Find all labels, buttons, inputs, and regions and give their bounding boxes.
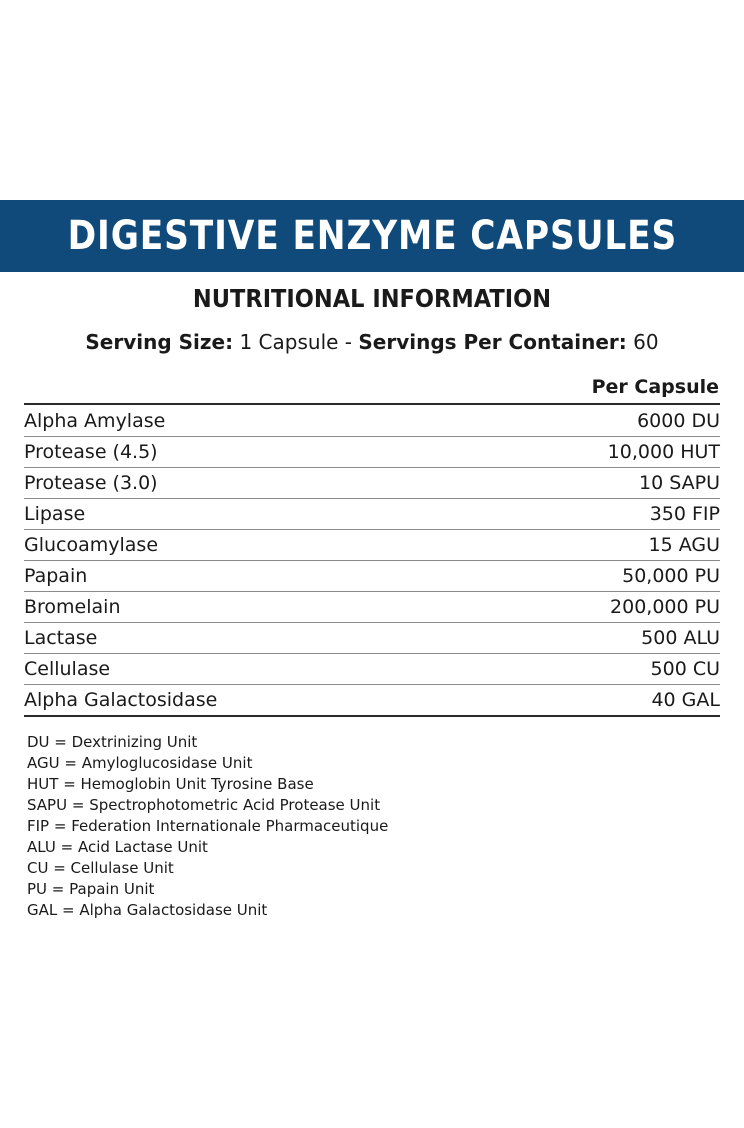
section-title: NUTRITIONAL INFORMATION xyxy=(192,284,552,313)
ingredient-name: Glucoamylase xyxy=(24,534,159,556)
table-row xyxy=(24,622,720,653)
ingredient-amount: 10,000 HUT xyxy=(607,441,720,463)
ingredient-amount: 500 ALU xyxy=(641,627,720,649)
serving-size-value: 1 Capsule - xyxy=(239,330,352,354)
per-capsule-header: Per Capsule xyxy=(591,376,719,398)
table-row xyxy=(24,405,720,436)
ingredient-name: Papain xyxy=(24,565,88,587)
ingredient-name: Alpha Galactosidase xyxy=(24,689,218,711)
ingredient-amount: 350 FIP xyxy=(649,503,720,525)
servings-per-container-label: Servings Per Container: xyxy=(358,330,627,354)
serving-size-label: Serving Size: xyxy=(85,330,234,354)
ingredient-amount: 500 CU xyxy=(650,658,720,680)
ingredient-amount: 40 GAL xyxy=(651,689,720,711)
table-row xyxy=(24,467,720,498)
product-title: DIGESTIVE ENZYME CAPSULES xyxy=(67,213,677,259)
legend-item: SAPU = Spectrophotometric Acid Protease Unit xyxy=(27,796,381,814)
legend-item: HUT = Hemoglobin Unit Tyrosine Base xyxy=(27,775,314,793)
ingredient-name: Alpha Amylase xyxy=(24,409,166,432)
legend-item: ALU = Acid Lactase Unit xyxy=(27,838,208,856)
serving-info xyxy=(0,330,744,354)
ingredient-name: Bromelain xyxy=(24,596,121,618)
ingredient-name: Protease (4.5) xyxy=(24,441,158,463)
servings-per-container-value: 60 xyxy=(633,330,659,354)
ingredient-name: Lactase xyxy=(24,627,98,649)
ingredient-amount: 200,000 PU xyxy=(610,596,720,618)
table-row xyxy=(24,498,720,529)
table-row xyxy=(24,560,720,591)
nutrition-table xyxy=(24,403,720,717)
legend-item: AGU = Amyloglucosidase Unit xyxy=(27,754,253,772)
ingredient-amount: 50,000 PU xyxy=(622,565,720,587)
legend-item: CU = Cellulase Unit xyxy=(27,859,174,877)
ingredient-name: Lipase xyxy=(24,503,86,525)
title-banner xyxy=(0,200,744,272)
legend-item: DU = Dextrinizing Unit xyxy=(27,733,198,751)
table-row xyxy=(24,684,720,715)
legend-item: GAL = Alpha Galactosidase Unit xyxy=(27,901,268,919)
ingredient-name: Protease (3.0) xyxy=(24,472,158,494)
ingredient-amount: 15 AGU xyxy=(648,534,720,556)
ingredient-name: Cellulase xyxy=(24,658,111,680)
table-row xyxy=(24,529,720,560)
table-row xyxy=(24,591,720,622)
table-row xyxy=(24,436,720,467)
unit-legend xyxy=(27,732,388,921)
legend-item: FIP = Federation Internationale Pharmaceutique xyxy=(27,817,389,835)
table-row xyxy=(24,653,720,684)
ingredient-amount: 6000 DU xyxy=(637,409,720,432)
ingredient-amount: 10 SAPU xyxy=(639,472,720,494)
legend-item: PU = Papain Unit xyxy=(27,880,155,898)
